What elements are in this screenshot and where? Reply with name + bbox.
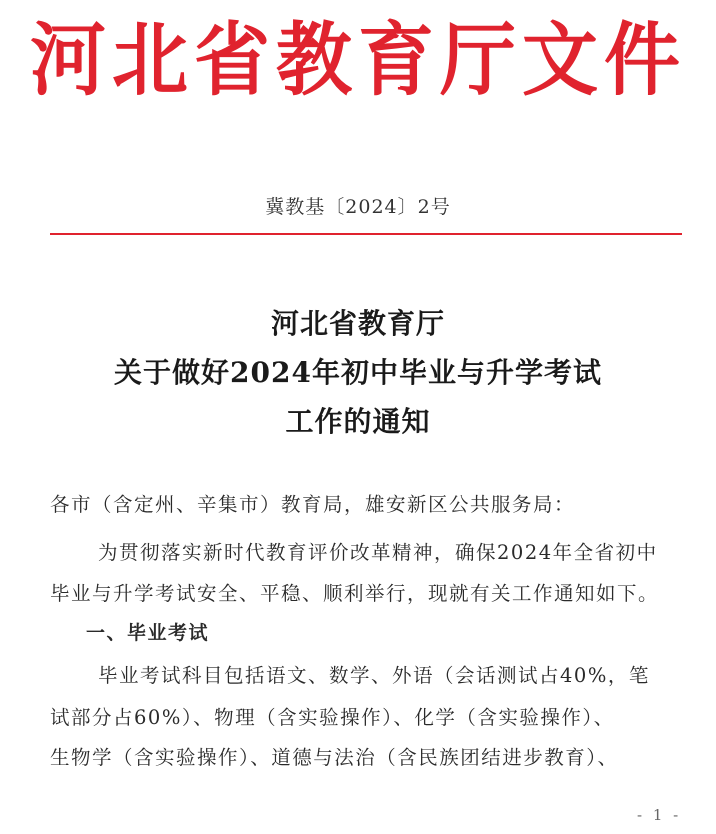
salutation: 各市（含定州、辛集市）教育局，雄安新区公共服务局： — [50, 493, 576, 516]
masthead-title: 河北省教育厅文件 — [30, 12, 686, 107]
section-heading-1: 一、毕业考试 — [86, 622, 210, 644]
notice-title-line-3: 工作的通知 — [285, 405, 431, 438]
red-divider-line — [50, 233, 682, 235]
paragraph-1-line-2: 毕业与升学考试安全、平稳、顺利举行，现就有关工作通知如下。 — [50, 582, 660, 605]
paragraph-1-line-1: 为贯彻落实新时代教育评价改革精神，确保2024年全省初中 — [98, 541, 658, 564]
page-number: - 1 - — [637, 806, 682, 824]
paragraph-2-line-1: 毕业考试科目包括语文、数学、外语（会话测试占40%，笔 — [98, 664, 650, 687]
paragraph-2-line-2: 试部分占60%）、物理（含实验操作）、化学（含实验操作）、 — [50, 706, 615, 729]
notice-title-line-1: 河北省教育厅 — [270, 307, 445, 340]
notice-title-line-2: 关于做好2024年初中毕业与升学考试 — [114, 356, 602, 389]
document-number: 冀教基〔2024〕2号 — [265, 196, 451, 218]
paragraph-2-line-3: 生物学（含实验操作）、道德与法治（含民族团结进步教育）、 — [50, 746, 619, 769]
